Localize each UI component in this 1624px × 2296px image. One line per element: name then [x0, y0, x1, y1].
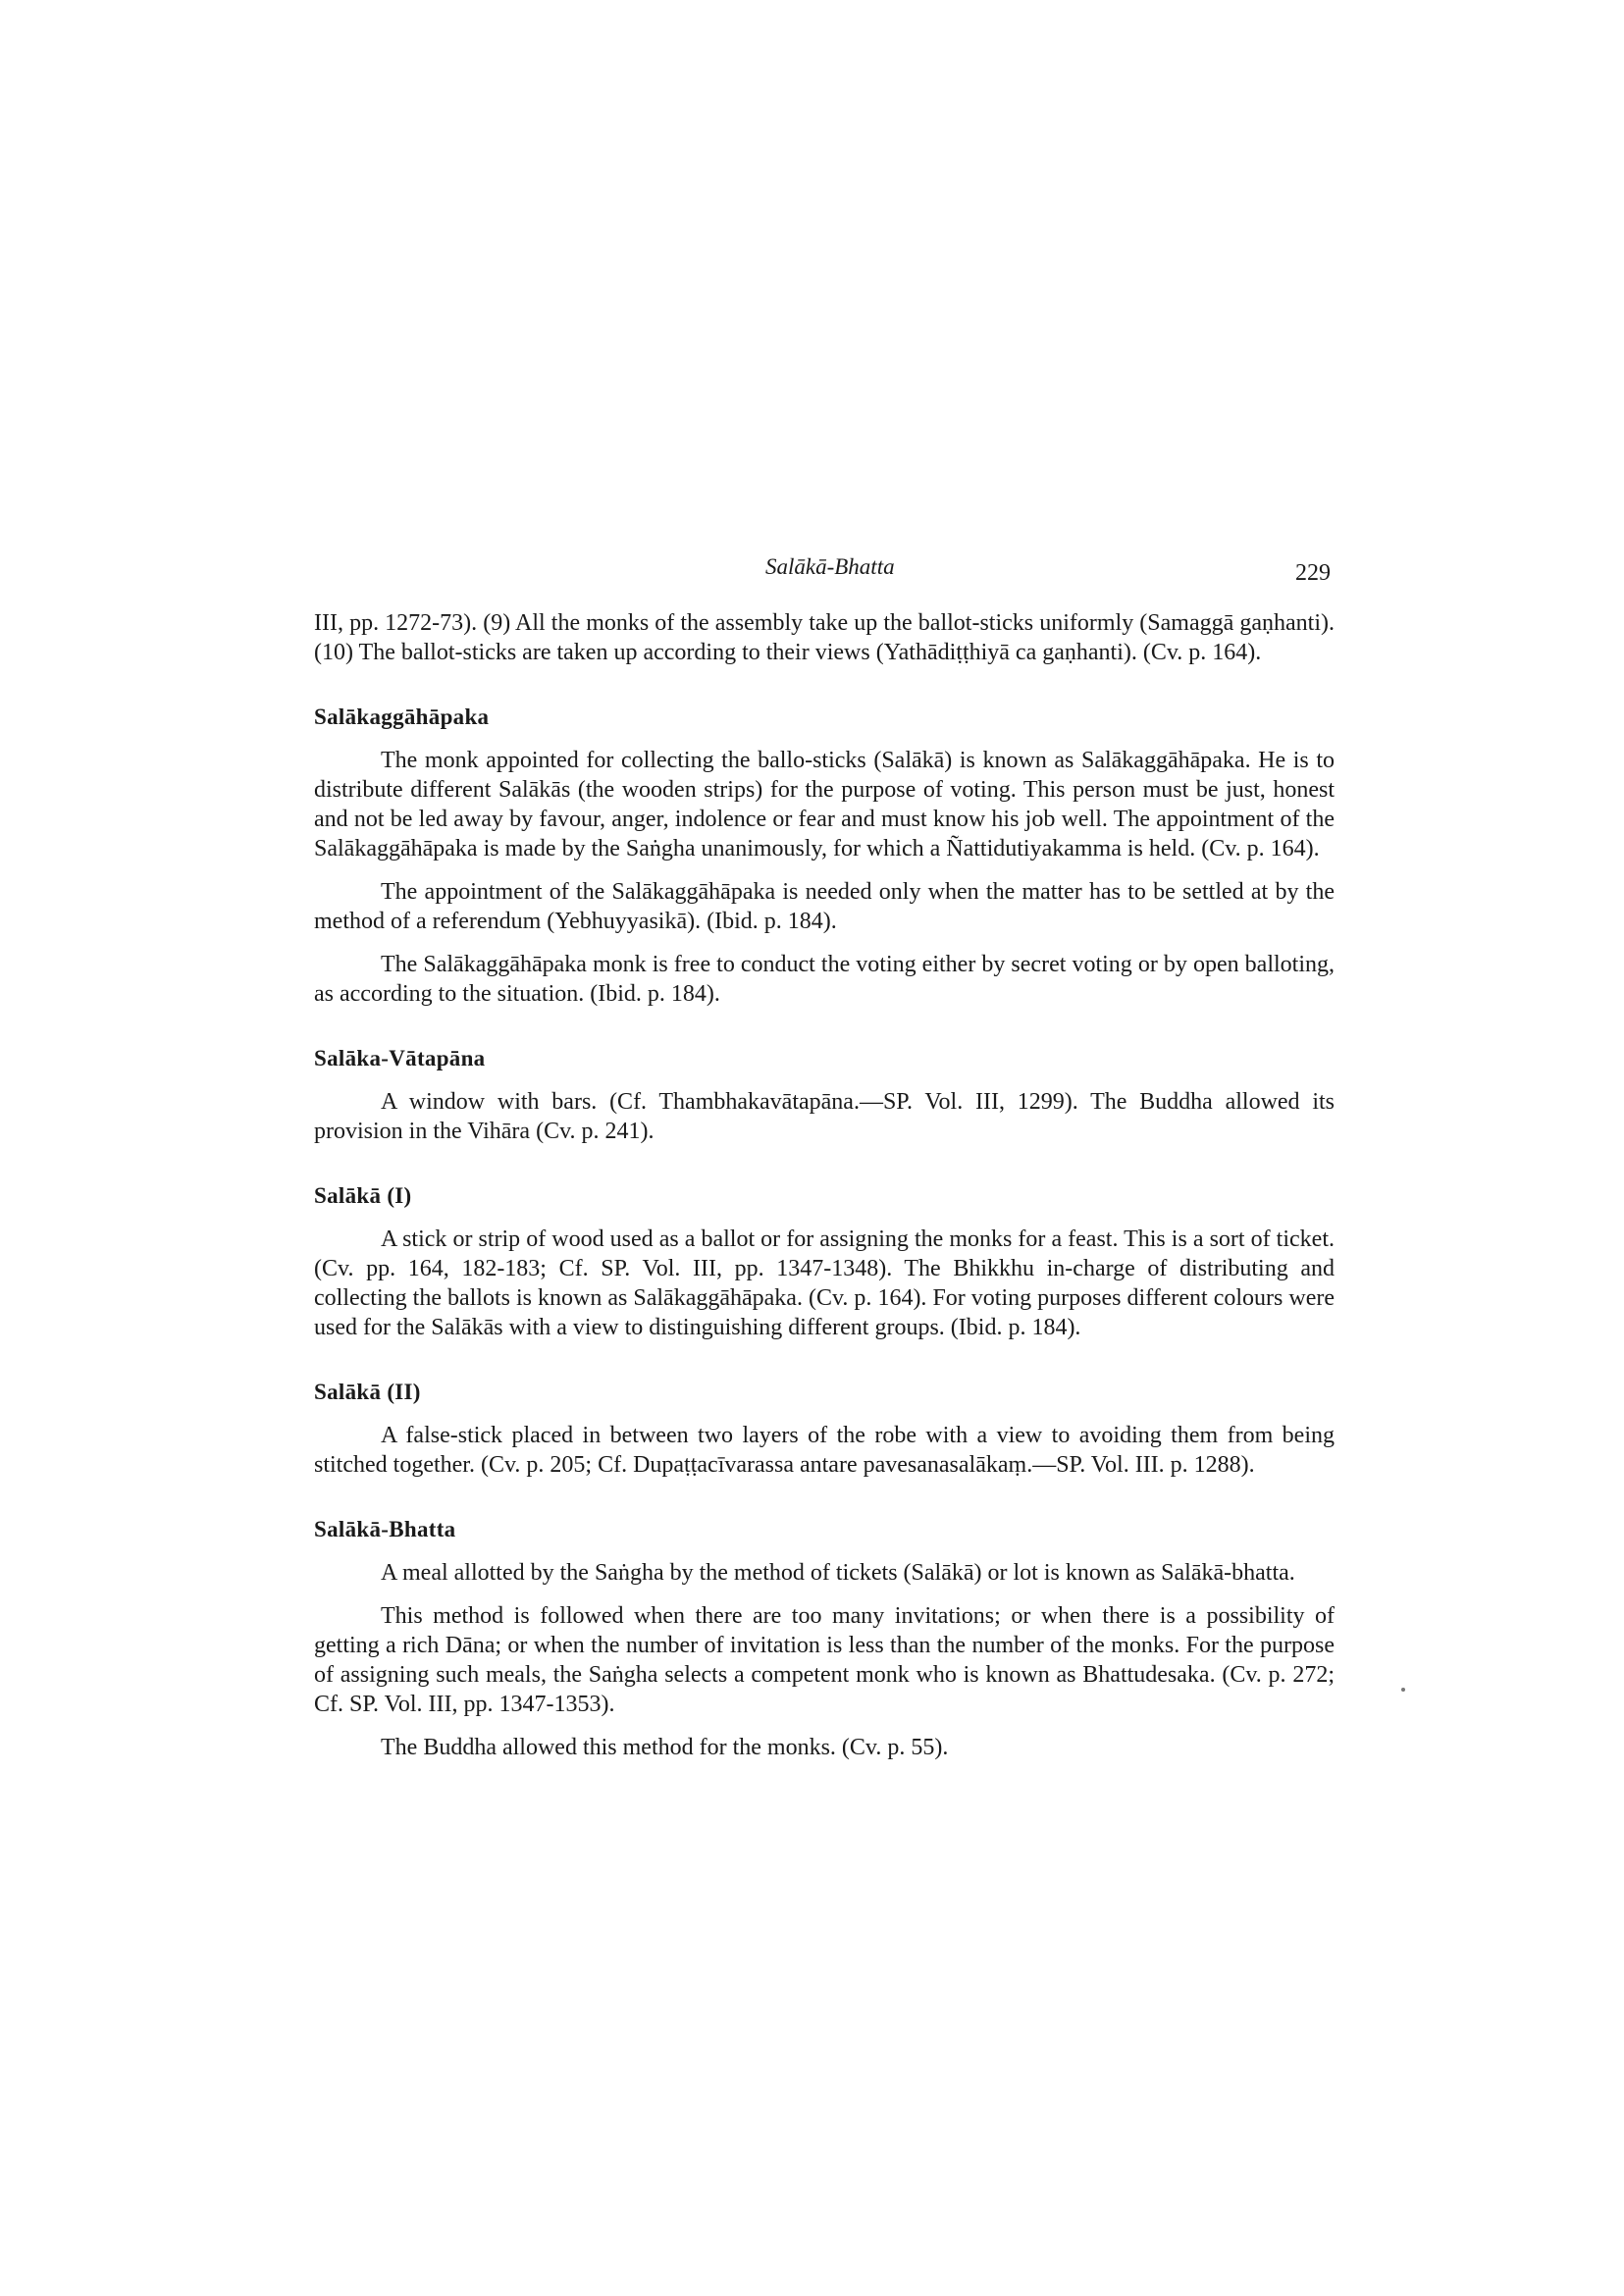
entry-salaka-vatapana — [314, 1044, 1335, 1146]
entry-salakaggahapaka — [314, 703, 1335, 1009]
entry-salaka-bhatta — [314, 1515, 1335, 1762]
headword: Salākā-Bhatta — [314, 1517, 456, 1541]
headword: Salāka-Vātapāna — [314, 1046, 486, 1070]
page-number: 229 — [1295, 560, 1331, 586]
entry-paragraph: The monk appointed for collecting the ballo-sticks (Salākā) is known as Salākaggāhāpaka. He is to distribute different Salākās (the wooden strips) for the purpose of voting. This person must be just, honest and not be led away by favour, anger, indolence or fear and must know his job well. The appointment of the Salākaggāhāpaka is made by the Saṅgha unanimously, for which a Ñattidutiyakamma is held. (Cv. p. 164). — [314, 748, 1335, 861]
page-body — [314, 608, 1335, 1776]
entry-paragraph: This method is followed when there are too many invitations; or when there is a possibility of getting a rich Dāna; or when the number of invitation is less than the number of the monks. For the purpose of assigning such meals, the Saṅgha selects a competent monk who is known as Bhattudesaka. (Cv. p. 272; Cf. SP. Vol. III, pp. 1347-1353). — [314, 1603, 1335, 1717]
entry-paragraph: The Buddha allowed this method for the monks. (Cv. p. 55). — [381, 1735, 949, 1760]
entry-paragraph: The Salākaggāhāpaka monk is free to conduct the voting either by secret voting or by open balloting, as according to the situation. (Ibid. p. 184). — [314, 952, 1335, 1007]
headword: Salākā (I) — [314, 1183, 412, 1208]
continuation-paragraph: III, pp. 1272-73). (9) All the monks of the assembly take up the ballot-sticks uniformly (Samaggā gaṇhanti). (10) The ballot-sticks are taken up according to their views (Yathādiṭṭhiyā ca gaṇhanti). (Cv. p. 164). — [314, 610, 1335, 665]
entry-paragraph: A window with bars. (Cf. Thambhakavātapāna.—SP. Vol. III, 1299). The Buddha allowed its provision in the Vihāra (Cv. p. 241). — [314, 1089, 1335, 1144]
entry-paragraph: A meal allotted by the Saṅgha by the method of tickets (Salākā) or lot is known as Salākā-bhatta. — [381, 1560, 1295, 1586]
headword: Salākaggāhāpaka — [314, 704, 490, 729]
entry-paragraph: A false-stick placed in between two layers of the robe with a view to avoiding them from being stitched together. (Cv. p. 205; Cf. Dupaṭṭacīvarassa antare pavesanasalākaṃ.—SP. Vol. III. p. 1288). — [314, 1423, 1335, 1478]
entry-paragraph: The appointment of the Salākaggāhāpaka is needed only when the matter has to be settled at by the method of a referendum (Yebhuyyasikā). (Ibid. p. 184). — [314, 879, 1335, 934]
entry-salaka-i — [314, 1181, 1335, 1342]
scan-speck — [1401, 1688, 1405, 1692]
page-header — [314, 554, 1335, 594]
entry-paragraph: A stick or strip of wood used as a ballot or for assigning the monks for a feast. This is a sort of ticket. (Cv. pp. 164, 182-183; Cf. SP. Vol. III, pp. 1347-1348). The Bhikkhu in-charge of distributing and collecting the ballots is known as Salākaggāhāpaka. (Cv. p. 164). For voting purposes different colours were used for the Salākās with a view to distinguishing different groups. (Ibid. p. 184). — [314, 1226, 1335, 1340]
running-head: Salākā-Bhatta — [765, 554, 895, 579]
headword: Salākā (II) — [314, 1380, 421, 1404]
entry-salaka-ii — [314, 1378, 1335, 1480]
